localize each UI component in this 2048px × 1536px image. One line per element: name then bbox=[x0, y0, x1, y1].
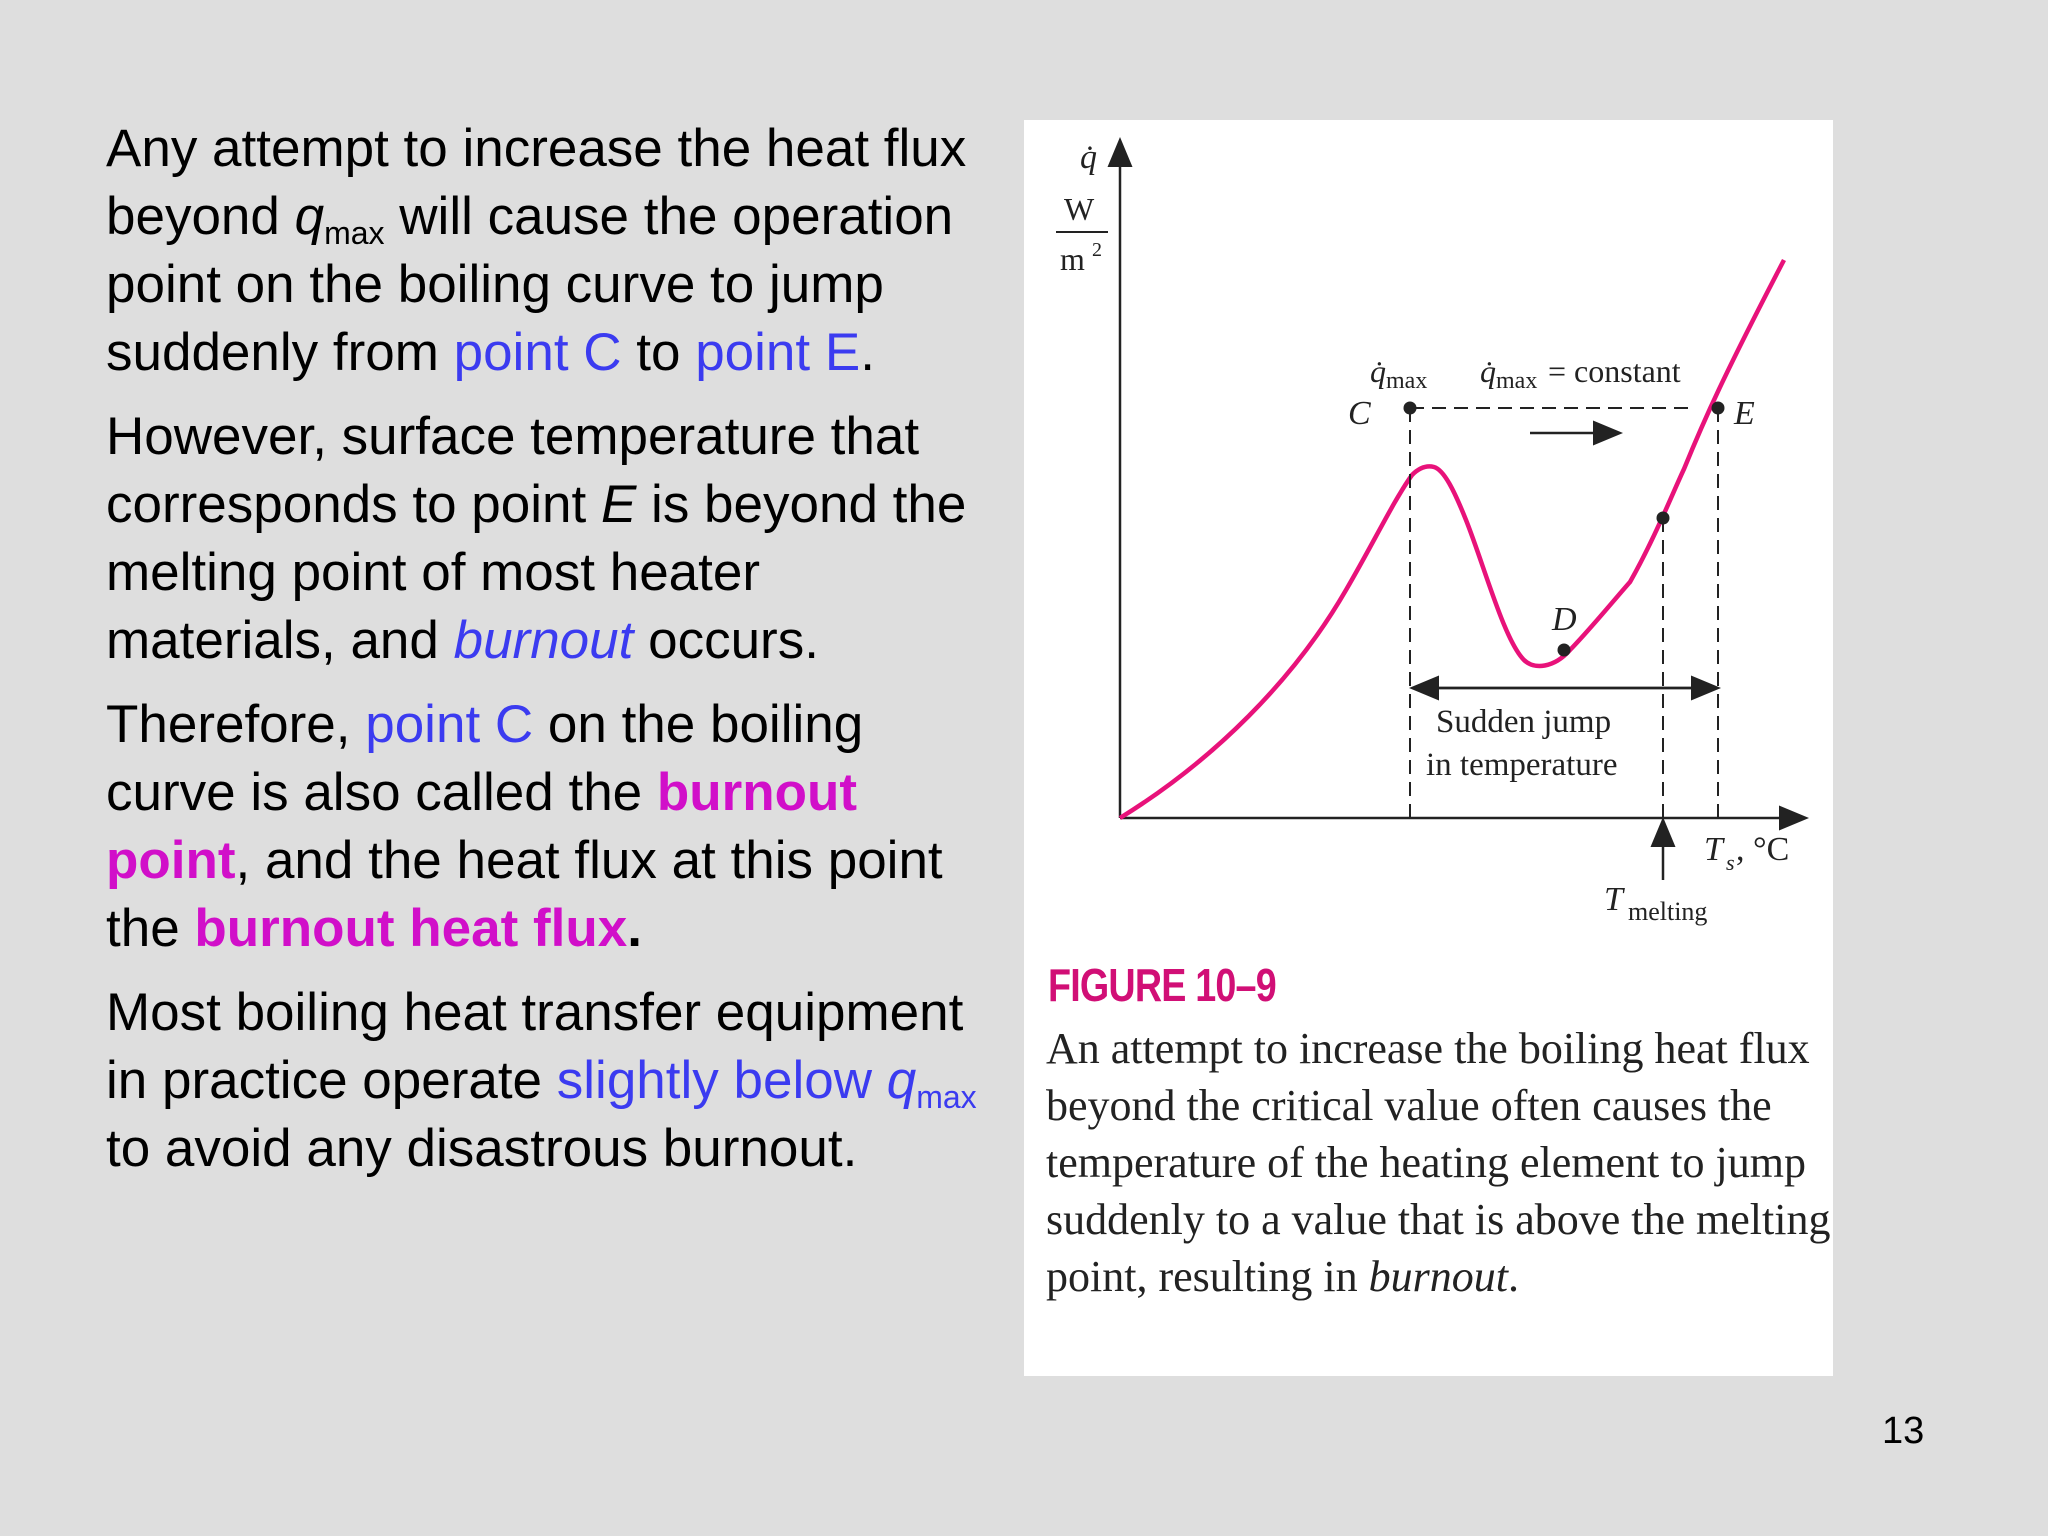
qmax-constant-text: = constant bbox=[1548, 353, 1681, 389]
paragraph-3 bbox=[106, 691, 986, 963]
point-c-label: C bbox=[1348, 395, 1371, 432]
x-axis-label: T bbox=[1704, 831, 1723, 868]
p2-text-3: occurs. bbox=[633, 611, 819, 670]
y-axis-unit-denominator: m bbox=[1060, 241, 1085, 277]
point-d-label: D bbox=[1552, 601, 1577, 638]
point-d-marker bbox=[1558, 644, 1571, 657]
boiling-curve-diagram bbox=[1024, 120, 1833, 950]
p3-text-3: , and the heat flux at this point the bbox=[106, 831, 943, 958]
p2-text-2: is beyond the melting point of most heater materials, and bbox=[106, 475, 967, 670]
p3-end: . bbox=[627, 899, 642, 958]
slightly-below-phrase: slightly below $q_{max}$ bbox=[556, 1051, 977, 1115]
p1-text-1: Any attempt to increase the heat flux beyond bbox=[106, 119, 967, 246]
point-c-ref-2: point C bbox=[365, 695, 534, 754]
x-axis-unit: , °C bbox=[1736, 831, 1790, 868]
point-e-ref: point E bbox=[695, 323, 861, 382]
paragraph-1 bbox=[106, 115, 986, 387]
slide-body-text bbox=[106, 115, 986, 1199]
qmax-constant-symbol: q̇ bbox=[1480, 353, 1496, 389]
figure-label: FIGURE 10–9 bbox=[1048, 959, 1276, 1011]
p3-text-1: Therefore, bbox=[106, 695, 366, 754]
figure-panel bbox=[1024, 120, 1833, 1376]
max-subscript: max bbox=[324, 215, 385, 251]
y-axis-unit-numerator: W bbox=[1064, 191, 1095, 227]
sudden-jump-line-1: Sudden jump bbox=[1436, 704, 1612, 740]
page-number: 13 bbox=[1882, 1410, 1925, 1452]
figure-caption: An attempt to increase the boiling heat flux beyond the critical value often causes the temperature of the heating element to jump suddenly to a value that is above the melting point, resulting in burnout. bbox=[1046, 1024, 1831, 1301]
qmax-label-subscript: max bbox=[1386, 368, 1428, 394]
p1-to: to bbox=[621, 323, 696, 382]
x-axis-label-subscript: s bbox=[1726, 850, 1735, 875]
p1-end: . bbox=[860, 323, 875, 382]
qmax-label: q̇ bbox=[1370, 353, 1386, 389]
point-melting-marker bbox=[1657, 512, 1670, 525]
point-c-ref: point C bbox=[453, 323, 622, 382]
point-c-marker bbox=[1404, 402, 1417, 415]
y-axis-unit-exponent: 2 bbox=[1092, 239, 1102, 261]
paragraph-4 bbox=[106, 979, 986, 1183]
paragraph-2 bbox=[106, 403, 986, 675]
p4-text-2: to avoid any disastrous burnout. bbox=[106, 1119, 858, 1178]
p3-text-2: on the boiling curve is also called the bbox=[106, 695, 864, 822]
t-melting-subscript: melting bbox=[1628, 897, 1708, 926]
q-symbol: q bbox=[294, 187, 325, 246]
sudden-jump-line-2: in temperature bbox=[1426, 747, 1618, 783]
p4-text-1: Most boiling heat transfer equipment in practice operate bbox=[106, 983, 964, 1110]
p2-text-1: However, surface temperature that corresponds to point bbox=[106, 407, 920, 534]
point-e-italic: E bbox=[600, 475, 637, 534]
point-e-marker bbox=[1712, 402, 1725, 415]
burnout-term: burnout bbox=[453, 611, 634, 670]
burnout-heat-flux-term: burnout heat flux bbox=[194, 899, 628, 958]
qmax-constant-subscript: max bbox=[1496, 368, 1538, 394]
point-e-label: E bbox=[1734, 395, 1755, 432]
burnout-point-term: burnout point bbox=[106, 763, 858, 890]
y-axis-symbol: q̇ bbox=[1080, 139, 1097, 176]
t-melting-label: T bbox=[1604, 881, 1623, 918]
p1-text-2: will cause the operation point on the boiling curve to jump suddenly from bbox=[106, 187, 954, 382]
